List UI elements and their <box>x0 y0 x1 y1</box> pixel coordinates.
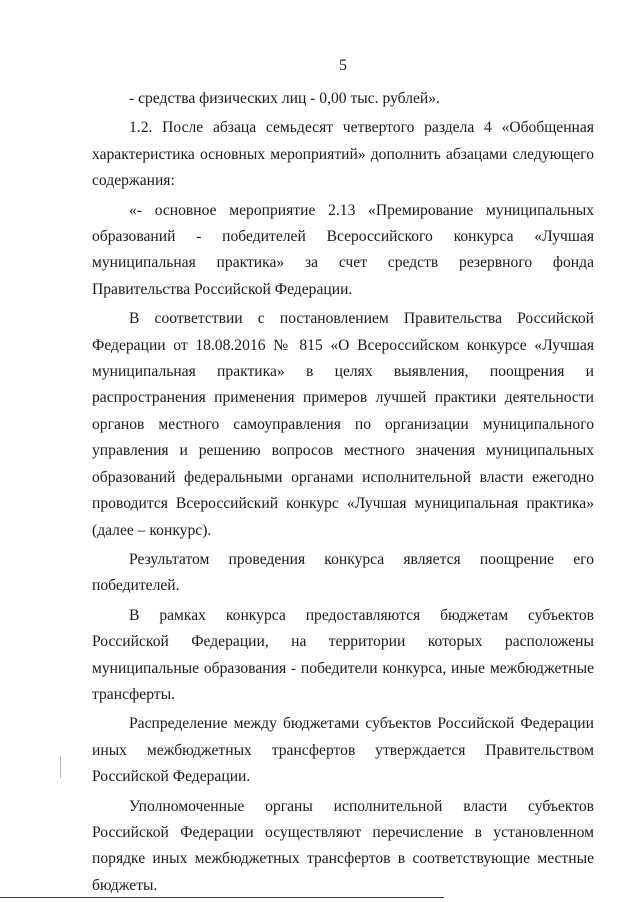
paragraph-amendment-intro: 1.2. После абзаца семьдесят четвертого раздела 4 «Обобщенная характеристика основных мероприятий» дополнить абзацами следующего содержания: <box>92 119 594 190</box>
document-body <box>92 86 594 899</box>
paragraph-authorized-bodies: Уполномоченные органы исполнительной власти субъектов Российской Федерации осуществляют перечисление в установленном порядке иных межбюджетных трансфертов в соответствующие местные бюджеты. <box>92 797 594 894</box>
paragraph-resolution-reference: В соответствии с постановлением Правительства Российской Федерации от 18.08.2016 № 815 «О Всероссийском конкурсе «Лучшая муниципальная практика» в целях выявления, поощрения и распространения применения примеров лучшей практики деятельности органов местного самоуправления по организации муниципального управления и решению вопросов местного значения муниципальных образований федеральными органами исполнительной власти ежегодно проводится Всероссийский конкурс «Лучшая муниципальная практика» (далее – конкурс). <box>92 310 594 539</box>
paragraph-distribution: Распределение между бюджетами субъектов Российской Федерации иных межбюджетных трансфертов утверждается Правительством Российской Федерации. <box>92 715 594 786</box>
footer-divider <box>0 897 444 898</box>
paragraph-main-activity: «- основное мероприятие 2.13 «Премирование муниципальных образований - победителей Всероссийского конкурса «Лучшая муниципальная практика» за счет средств резервного фонда Правительства Российской Федерации. <box>92 201 594 298</box>
paragraph-funding-individuals: - средства физических лиц - 0,00 тыс. рублей». <box>129 90 440 107</box>
paragraph-transfers-provided: В рамках конкурса предоставляются бюджетам субъектов Российской Федерации, на территории которых расположены муниципальные образования - победители конкурса, иные межбюджетные трансферты. <box>92 606 594 703</box>
scan-margin-mark <box>60 756 61 778</box>
page-number: 5 <box>339 57 347 74</box>
paragraph-contest-result: Результатом проведения конкурса является поощрение его победителей. <box>92 550 594 595</box>
